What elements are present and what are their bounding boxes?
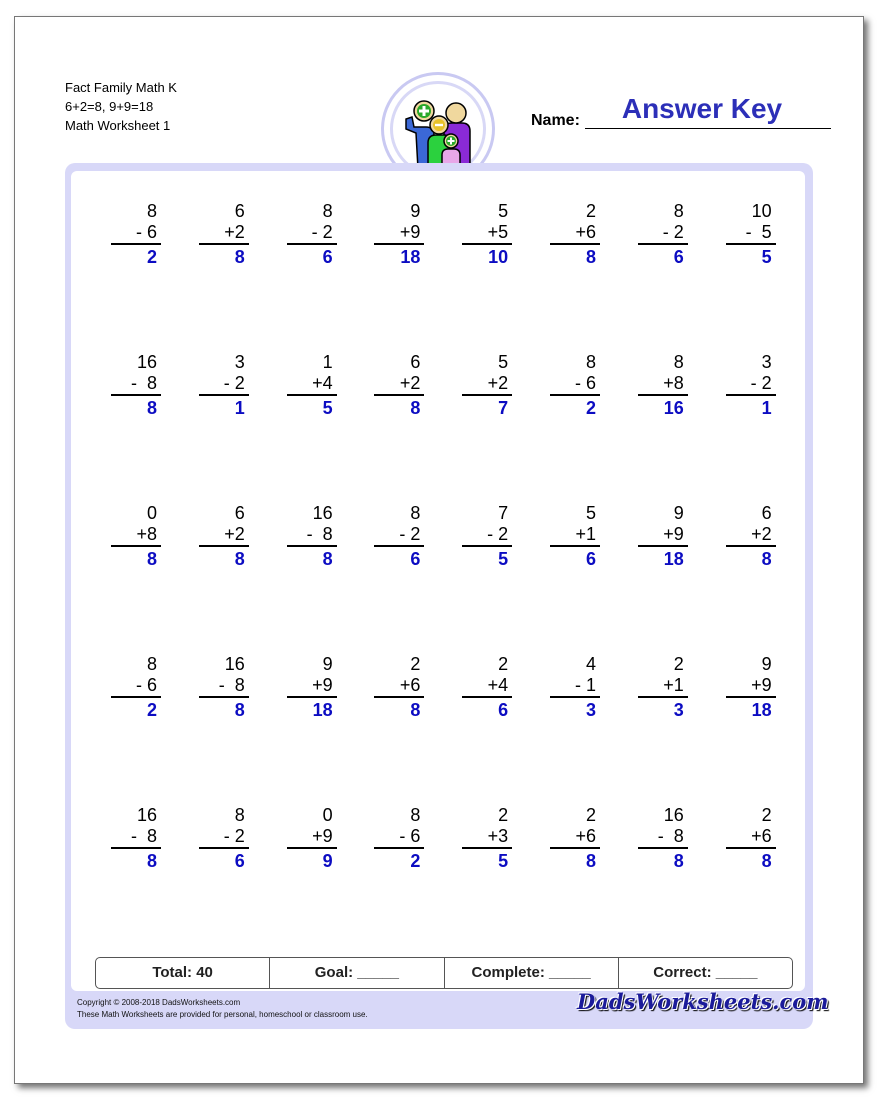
problem-answer: 8	[234, 549, 245, 569]
problem-item	[199, 201, 249, 267]
problem-top-number: 10	[751, 201, 772, 221]
copyright-text: Copyright © 2008-2018 DadsWorksheets.com	[77, 998, 241, 1007]
problem-operator-number: +9	[726, 675, 776, 698]
problem-answer: 8	[673, 851, 684, 871]
problem-answer: 6	[585, 549, 596, 569]
problem-top-number: 1	[322, 352, 333, 372]
problem-operator-number: - 2	[199, 373, 249, 396]
problem-top-number: 5	[498, 352, 509, 372]
problem-answer: 8	[585, 247, 596, 267]
correct-field[interactable]: Correct: _____	[653, 964, 758, 981]
problem-item	[462, 201, 512, 267]
problem-item	[111, 352, 161, 418]
fact-family-people-icon	[398, 89, 478, 169]
problem-answer: 18	[663, 549, 684, 569]
problem-operator-number: - 6	[111, 222, 161, 245]
problem-operator-number: +9	[287, 675, 337, 698]
problem-top-number: 8	[234, 805, 245, 825]
problem-operator-number: - 2	[726, 373, 776, 396]
problem-item	[111, 201, 161, 267]
problem-item	[374, 654, 424, 720]
problem-answer: 2	[146, 700, 157, 720]
problem-answer: 8	[146, 549, 157, 569]
problem-operator-number: +2	[199, 222, 249, 245]
problem-answer: 5	[498, 851, 509, 871]
problem-top-number: 2	[585, 201, 596, 221]
problem-item	[726, 201, 776, 267]
worksheet-header	[65, 78, 177, 135]
problem-operator-number: - 2	[374, 524, 424, 547]
problem-top-number: 2	[410, 654, 421, 674]
problem-top-number: 0	[322, 805, 333, 825]
problem-top-number: 8	[673, 201, 684, 221]
problem-item	[374, 352, 424, 418]
problem-item	[550, 503, 600, 569]
problem-operator-number: - 8	[111, 826, 161, 849]
problem-grid	[71, 171, 805, 951]
problem-top-number: 6	[410, 352, 421, 372]
problem-answer: 10	[488, 247, 509, 267]
problem-item	[726, 352, 776, 418]
problem-top-number: 5	[498, 201, 509, 221]
problem-item	[550, 805, 600, 871]
problem-answer: 18	[400, 247, 421, 267]
problem-item	[199, 352, 249, 418]
problem-operator-number: +8	[111, 524, 161, 547]
problem-top-number: 8	[585, 352, 596, 372]
worksheet-number: Math Worksheet 1	[65, 118, 171, 133]
problem-top-number: 6	[234, 201, 245, 221]
goal-field[interactable]: Goal: _____	[270, 958, 444, 988]
problem-item	[638, 805, 688, 871]
problem-answer: 8	[146, 851, 157, 871]
problem-item	[111, 805, 161, 871]
problem-item	[287, 805, 337, 871]
problem-top-number: 9	[322, 654, 333, 674]
problem-answer: 6	[410, 549, 421, 569]
worksheet-title: Fact Family Math K	[65, 80, 177, 95]
problem-answer: 2	[585, 398, 596, 418]
problem-top-number: 16	[136, 352, 157, 372]
problem-operator-number: - 6	[374, 826, 424, 849]
problem-operator-number: +2	[462, 373, 512, 396]
footer-text	[77, 997, 368, 1021]
problem-operator-number: - 6	[111, 675, 161, 698]
problem-item	[287, 503, 337, 569]
problem-item	[726, 654, 776, 720]
problem-operator-number: - 5	[726, 222, 776, 245]
problem-operator-number: - 2	[462, 524, 512, 547]
brand-logo: DadsWorksheets.com	[577, 989, 829, 1014]
problem-item	[374, 503, 424, 569]
problem-answer: 8	[146, 398, 157, 418]
problem-operator-number: +2	[374, 373, 424, 396]
problem-operator-number: - 2	[638, 222, 688, 245]
problem-answer: 8	[410, 398, 421, 418]
problem-operator-number: - 2	[287, 222, 337, 245]
problem-top-number: 9	[761, 654, 772, 674]
problem-operator-number: +6	[374, 675, 424, 698]
problem-answer: 2	[410, 851, 421, 871]
problem-top-number: 2	[498, 654, 509, 674]
name-label: Name:	[531, 112, 580, 129]
problem-answer: 3	[673, 700, 684, 720]
problem-top-number: 9	[673, 503, 684, 523]
problem-item	[638, 503, 688, 569]
problem-top-number: 8	[410, 503, 421, 523]
problem-top-number: 5	[585, 503, 596, 523]
problem-answer: 1	[761, 398, 772, 418]
problem-top-number: 3	[761, 352, 772, 372]
problem-operator-number: - 6	[550, 373, 600, 396]
problem-item	[462, 503, 512, 569]
problem-item	[111, 503, 161, 569]
problem-answer: 18	[751, 700, 772, 720]
problem-operator-number: +4	[287, 373, 337, 396]
problem-operator-number: +8	[638, 373, 688, 396]
problem-top-number: 2	[761, 805, 772, 825]
problem-item	[726, 805, 776, 871]
problem-top-number: 0	[146, 503, 157, 523]
answer-key-label: Answer Key	[621, 93, 783, 124]
problem-operator-number: +2	[199, 524, 249, 547]
problem-answer: 18	[312, 700, 333, 720]
problem-item	[374, 201, 424, 267]
problem-item	[462, 352, 512, 418]
problem-top-number: 2	[585, 805, 596, 825]
problem-answer: 5	[498, 549, 509, 569]
problem-answer: 8	[322, 549, 333, 569]
problem-item	[550, 352, 600, 418]
problems-panel	[65, 163, 829, 1029]
problem-answer: 3	[585, 700, 596, 720]
problem-top-number: 6	[761, 503, 772, 523]
problem-operator-number: +1	[638, 675, 688, 698]
complete-field[interactable]: Complete: _____	[445, 958, 619, 988]
problem-operator-number: - 1	[550, 675, 600, 698]
problem-item	[287, 352, 337, 418]
problem-item	[199, 805, 249, 871]
problem-answer: 6	[673, 247, 684, 267]
problem-answer: 8	[761, 549, 772, 569]
problem-operator-number: +1	[550, 524, 600, 547]
problem-operator-number: - 8	[199, 675, 249, 698]
problem-answer: 8	[761, 851, 772, 871]
problem-answer: 9	[322, 851, 333, 871]
problem-operator-number: +5	[462, 222, 512, 245]
problem-answer: 8	[585, 851, 596, 871]
problem-item	[462, 805, 512, 871]
problem-operator-number: +9	[287, 826, 337, 849]
problem-item	[199, 503, 249, 569]
total-count: Total: 40	[96, 958, 270, 988]
problem-top-number: 16	[136, 805, 157, 825]
problem-top-number: 6	[234, 503, 245, 523]
problem-operator-number: - 8	[638, 826, 688, 849]
problem-item	[550, 654, 600, 720]
problem-answer: 7	[498, 398, 509, 418]
problem-top-number: 8	[146, 201, 157, 221]
problem-answer: 16	[663, 398, 684, 418]
problem-answer: 6	[322, 247, 333, 267]
problem-answer: 6	[234, 851, 245, 871]
problem-operator-number: +6	[550, 826, 600, 849]
problem-top-number: 4	[585, 654, 596, 674]
problem-top-number: 3	[234, 352, 245, 372]
problem-operator-number: +3	[462, 826, 512, 849]
problem-answer: 8	[234, 247, 245, 267]
problem-item	[111, 654, 161, 720]
problem-operator-number: +9	[374, 222, 424, 245]
problem-top-number: 8	[673, 352, 684, 372]
problem-top-number: 8	[322, 201, 333, 221]
problem-item	[199, 654, 249, 720]
problem-operator-number: - 8	[111, 373, 161, 396]
problem-top-number: 16	[663, 805, 684, 825]
problem-top-number: 7	[498, 503, 509, 523]
problem-operator-number: +2	[726, 524, 776, 547]
name-field-line[interactable]	[585, 128, 831, 129]
usage-text: These Math Worksheets are provided for personal, homeschool or classroom use.	[77, 1010, 368, 1019]
problem-top-number: 8	[146, 654, 157, 674]
problem-item	[374, 805, 424, 871]
problem-top-number: 2	[673, 654, 684, 674]
problem-item	[287, 654, 337, 720]
problem-operator-number: - 2	[199, 826, 249, 849]
problem-item	[638, 352, 688, 418]
problem-answer: 5	[761, 247, 772, 267]
problem-operator-number: +9	[638, 524, 688, 547]
problem-top-number: 16	[224, 654, 245, 674]
problem-top-number: 16	[312, 503, 333, 523]
problem-answer: 8	[410, 700, 421, 720]
score-bar	[95, 957, 793, 989]
problem-operator-number: +4	[462, 675, 512, 698]
problems-panel-inner	[71, 171, 805, 991]
problem-operator-number: - 8	[287, 524, 337, 547]
problem-item	[462, 654, 512, 720]
problem-item	[287, 201, 337, 267]
problem-top-number: 8	[410, 805, 421, 825]
problem-answer: 2	[146, 247, 157, 267]
worksheet-subtitle: 6+2=8, 9+9=18	[65, 99, 154, 114]
worksheet-page	[14, 16, 864, 1084]
problem-answer: 8	[234, 700, 245, 720]
problem-item	[638, 201, 688, 267]
problem-top-number: 2	[498, 805, 509, 825]
problem-item	[638, 654, 688, 720]
problem-item	[550, 201, 600, 267]
problem-operator-number: +6	[550, 222, 600, 245]
problem-top-number: 9	[410, 201, 421, 221]
problem-answer: 5	[322, 398, 333, 418]
problem-answer: 1	[234, 398, 245, 418]
problem-item	[726, 503, 776, 569]
problem-operator-number: +6	[726, 826, 776, 849]
problem-answer: 6	[498, 700, 509, 720]
